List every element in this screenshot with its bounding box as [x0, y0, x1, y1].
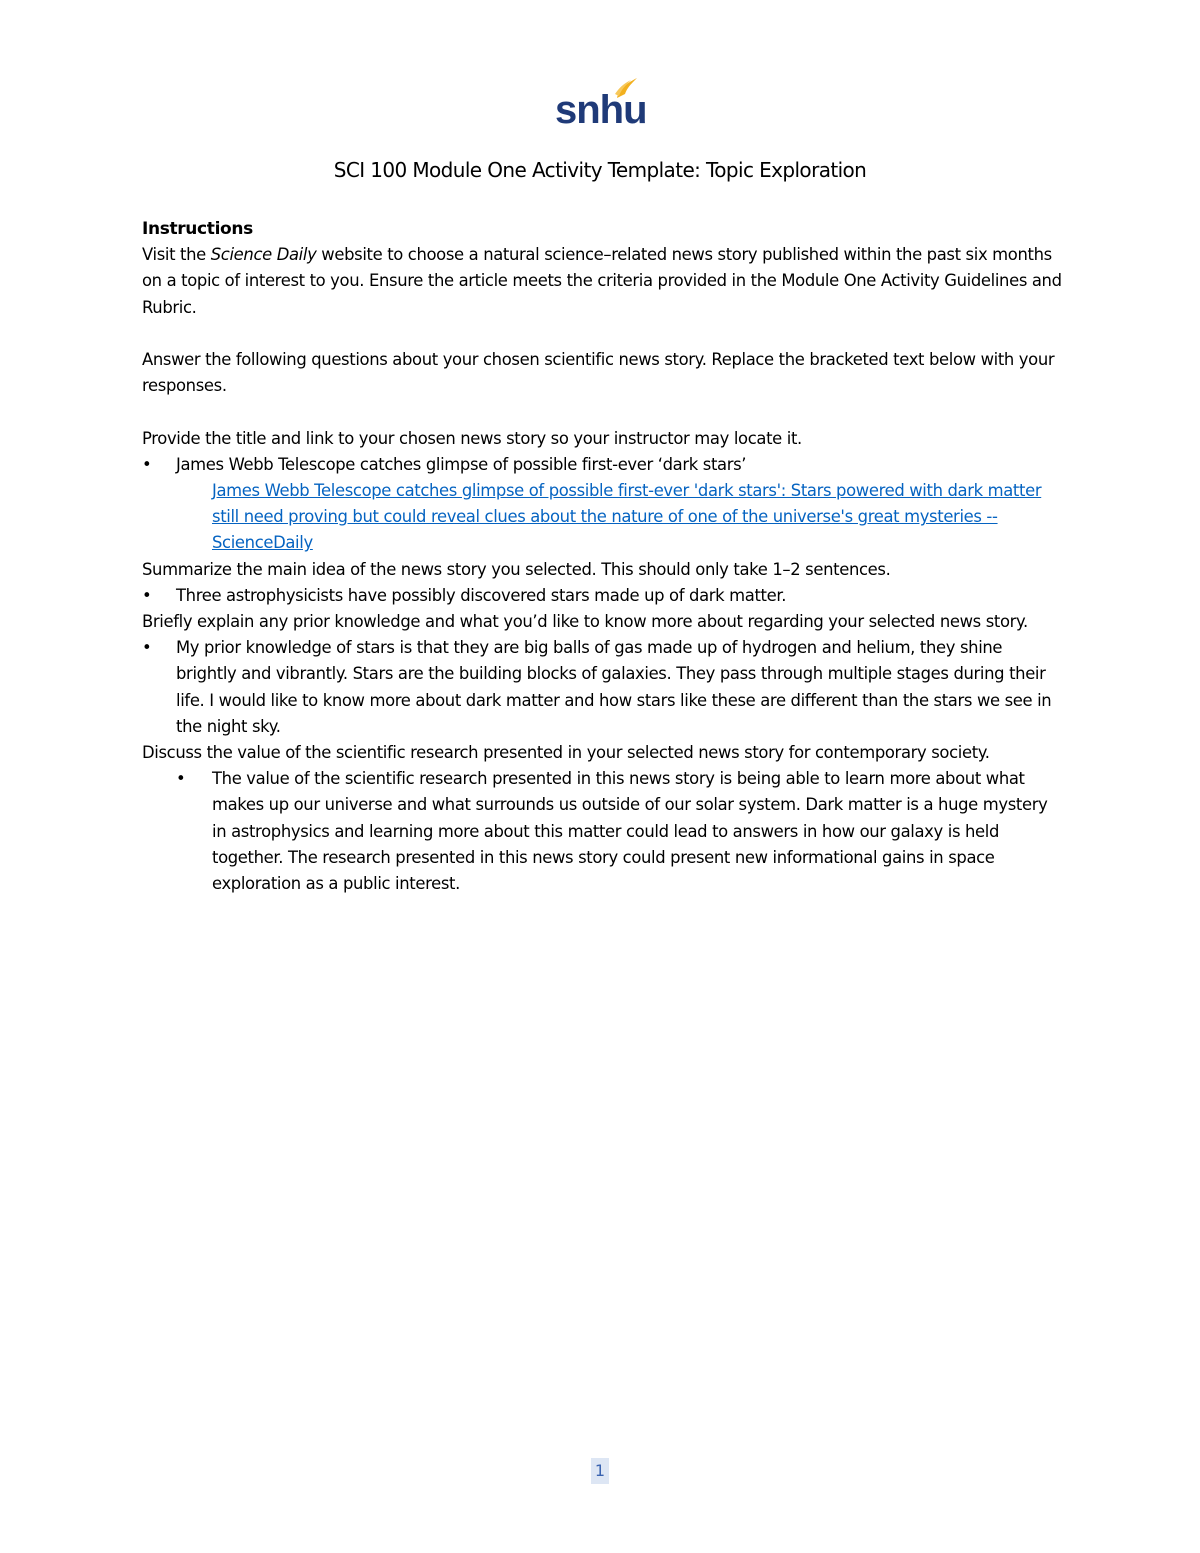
instructions-text-end: website to choose a natural science–related news story published within the past six months on a topic of interest to you. Ensure the article meets the criteria provided in the Module One Activity Guidelines and Rubric.: [142, 245, 1062, 317]
question-2: Summarize the main idea of the news story you selected. This should only take 1–2 sentences.: [142, 559, 891, 579]
instructions-heading: Instructions: [142, 219, 253, 239]
instructions-paragraph-2: Answer the following questions about your chosen scientific news story. Replace the bracketed text below with your responses.: [142, 350, 1055, 396]
question-3: Briefly explain any prior knowledge and what you’d like to know more about regarding your selected news story.: [142, 612, 1028, 632]
answer-1-link-block: [142, 478, 1062, 557]
spacer: [142, 399, 1062, 425]
answer-4: • The value of the scientific research presented in this news story is being able to learn more about what makes up our universe and what surrounds us outside of our solar system. Dark matter is a huge mystery in astrophysics and learning more about this matter could lead to answers in how our galaxy is held together. The research presented in this news story could present new informational gains in space exploration as a public interest.: [142, 766, 1062, 897]
question-4: Discuss the value of the scientific research presented in your selected news story for contemporary society.: [142, 743, 990, 763]
answer-3: • My prior knowledge of stars is that they are big balls of gas made up of hydrogen and helium, they shine brightly and vibrantly. Stars are the building blocks of galaxies. They pass through multiple stages during their life. I would like to know more about dark matter and how stars like these are different than the stars we see in the night sky.: [142, 635, 1062, 740]
instructions-paragraph-1: [142, 242, 1062, 321]
article-link[interactable]: James Webb Telescope catches glimpse of possible first-ever 'dark stars': Stars powered with dark matter still need proving but could reveal clues about the nature of one of the universe's great mysteries -- ScienceDaily: [212, 481, 1042, 553]
science-daily-name: Science Daily: [210, 245, 317, 265]
logo-wordmark: snhu: [555, 88, 647, 132]
snhu-logo: [555, 74, 647, 132]
answer-2: • Three astrophysicists have possibly discovered stars made up of dark matter.: [142, 583, 1062, 609]
page-title: SCI 100 Module One Activity Template: Topic Exploration: [333, 158, 867, 182]
document-body: [142, 216, 1062, 897]
instructions-text-start: Visit the: [142, 245, 211, 265]
question-1: Provide the title and link to your chosen news story so your instructor may locate it.: [142, 428, 802, 448]
answer-1-title: • James Webb Telescope catches glimpse of possible first-ever ‘dark stars’: [142, 452, 1062, 478]
spacer: [142, 321, 1062, 347]
page-number: 1: [591, 1458, 609, 1484]
